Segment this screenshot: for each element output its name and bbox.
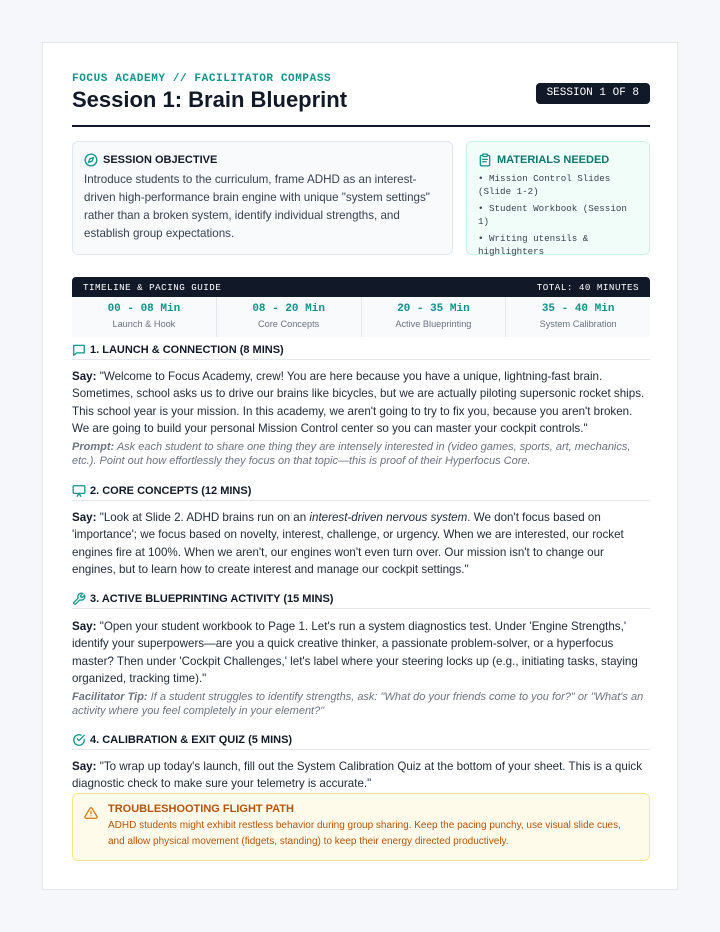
segment-label: Active Blueprinting (395, 319, 472, 329)
objective-label: SESSION OBJECTIVE (103, 154, 218, 166)
segment-label: Core Concepts (257, 319, 320, 329)
say-text: "Welcome to Focus Academy, crew! You are here because you have a unique, lightning-fast brain. Sometimes, school asks us to drive our brains like bicycles, but we are actually piloting supersonic rocket ships. This school year is your mission. In this academy, we aren't going to try to fix you, because you aren't broken. We are going to build your personal Mission Control center so you can master your cockpit controls." (72, 370, 645, 435)
say-label: Say: (72, 511, 97, 524)
tip-text: If a student struggles to identify strengths, ask: "What do your friends come to you for?" or "What's an activity where you feel completely in your element?" (72, 691, 644, 717)
section-calibration-header (72, 730, 650, 750)
prompt-text: Ask each student to share one thing they are intensely interested in (video games, sports, art, mechanics, etc.). Point out how effortlessly they focus on that topic—this is proof of their Hyperfocus Core. (72, 441, 631, 467)
timeline-total: TOTAL: 40 MINUTES (536, 281, 639, 293)
say-emphasis: interest-driven nervous system (309, 511, 468, 524)
section-launch-title: 1. LAUNCH & CONNECTION (8 MINS) (90, 343, 284, 356)
section-active-say (72, 618, 650, 687)
page-title: Session 1: Brain Blueprint (72, 87, 348, 112)
header-divider (72, 125, 650, 127)
materials-header (478, 152, 638, 168)
section-core-say (72, 509, 650, 578)
check-circle-icon (72, 733, 86, 747)
timeline-segment (362, 297, 507, 337)
say-text: "Look at Slide 2. ADHD brains run on an (96, 511, 310, 524)
list-item: • Writing utensils & highlighters (478, 233, 589, 257)
section-core-title: 2. CORE CONCEPTS (12 MINS) (90, 484, 252, 497)
timeline-header (72, 277, 650, 297)
troubleshooting-title: TROUBLESHOOTING FLIGHT PATH (108, 803, 294, 815)
say-text: . We don't focus based on 'importance'; we focus based on novelty, interest, challenge, or urgency. When we are interested, our rocket engines fire at 100%. When we aren't, our engines won't even turn over. Our mission isn't to change our engines, but to learn how to create interest and manage our cockpit settings." (72, 511, 624, 576)
timeline-label: TIMELINE & PACING GUIDE (83, 281, 222, 293)
timeline-segment (72, 297, 217, 337)
section-launch-say (72, 368, 650, 437)
timeline-pacing-guide (72, 277, 650, 337)
segment-time: 08 - 20 Min (252, 303, 325, 315)
segment-label: System Calibration (539, 319, 617, 329)
section-core-header (72, 481, 650, 501)
section-active-title: 3. ACTIVE BLUEPRINTING ACTIVITY (15 MINS) (90, 592, 334, 605)
segment-time: 20 - 35 Min (397, 303, 470, 315)
warning-triangle-icon (84, 806, 98, 820)
segment-label: Launch & Hook (112, 319, 176, 329)
troubleshooting-text: ADHD students might exhibit restless behavior during group sharing. Keep the pacing punchy, use visual slide cues, and allow physical movement (fidgets, standing) to keep their energy directed productively. (108, 820, 621, 847)
objective-header (84, 152, 441, 168)
materials-list (478, 172, 638, 258)
section-launch-prompt (72, 440, 650, 468)
wrench-icon (72, 592, 86, 606)
session-badge: SESSION 1 OF 8 (536, 83, 650, 104)
timeline-segment (217, 297, 362, 337)
eyebrow-label: FOCUS ACADEMY // FACILITATOR COMPASS (72, 73, 332, 85)
timeline-segment (506, 297, 650, 337)
tip-label: Facilitator Tip: (72, 691, 148, 703)
document-page (42, 42, 678, 890)
say-text: "To wrap up today's launch, fill out the System Calibration Quiz at the bottom of your sheet. This is a quick diagnostic check to make sure your telemetry is accurate." (72, 760, 642, 791)
section-active-tip (72, 690, 650, 718)
section-launch-header (72, 340, 650, 360)
compass-icon (84, 153, 98, 167)
say-label: Say: (72, 620, 97, 633)
section-calibration-say (72, 758, 650, 793)
chat-bubble-icon (72, 343, 86, 357)
list-item: • Mission Control Slides (Slide 1-2) (478, 173, 611, 197)
prompt-label: Prompt: (72, 441, 115, 453)
say-label: Say: (72, 370, 97, 383)
timeline-segments (72, 297, 650, 337)
troubleshooting-callout (72, 793, 650, 861)
clipboard-icon (478, 153, 492, 167)
objective-text: Introduce students to the curriculum, frame ADHD as an interest-driven high-performance brain engine with unique "system settings" rather than a broken system, identify individual strengths, and establish group expectations. (84, 173, 430, 240)
presentation-icon (72, 484, 86, 498)
section-active-header (72, 589, 650, 609)
objective-card (72, 141, 453, 255)
segment-time: 35 - 40 Min (541, 303, 615, 315)
say-text: "Open your student workbook to Page 1. Let's run a system diagnostics test. Under 'Engine Strengths,' identify your superpowers—are you a quick creative thinker, a passionate problem-solver, or a hyperfocus master? Then under 'Cockpit Challenges,' let's label where your steering locks up (e.g., initiating tasks, staying organized, tracking time)." (72, 620, 638, 685)
say-label: Say: (72, 760, 97, 773)
list-item: • Student Workbook (Session 1) (478, 203, 627, 227)
section-calibration-title: 4. CALIBRATION & EXIT QUIZ (5 MINS) (90, 733, 293, 746)
segment-time: 00 - 08 Min (107, 303, 181, 315)
materials-label: MATERIALS NEEDED (497, 154, 610, 166)
materials-card (466, 141, 650, 255)
